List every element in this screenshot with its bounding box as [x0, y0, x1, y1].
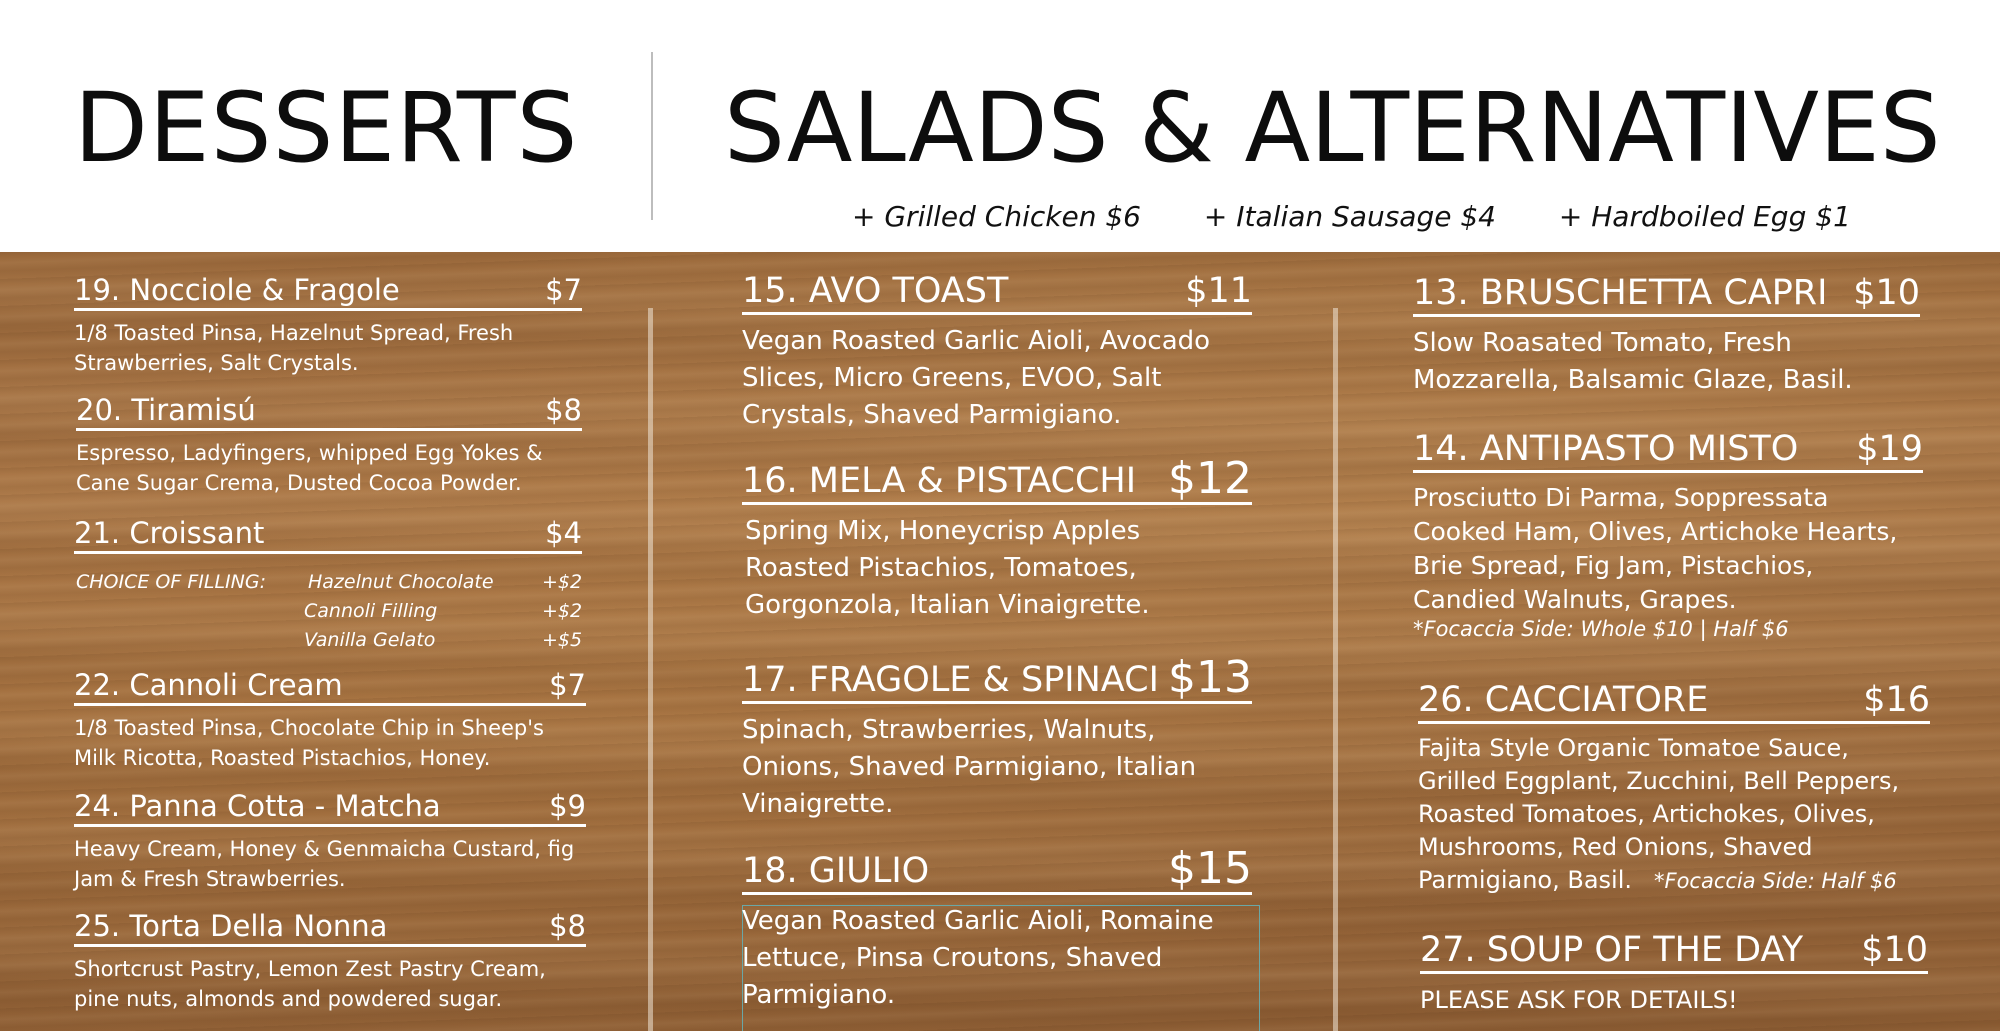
item-price: $19: [1856, 429, 1923, 469]
item-description: Espresso, Ladyfingers, whipped Egg Yokes & Cane Sugar Crema, Dusted Cocoa Powder.: [76, 441, 543, 495]
choice-row: [76, 568, 586, 597]
item-description: Vegan Roasted Garlic Aioli, Avocado Slices, Micro Greens, EVOO, Salt Crystals, Shaved Parmigiano.: [742, 326, 1211, 430]
item-description: Spring Mix, Honeycrisp Apples Roasted Pistachios, Tomatoes, Gorgonzola, Italian Vinaigrette.: [745, 516, 1150, 620]
desserts-title: DESSERTS: [74, 72, 579, 184]
item-description: Prosciutto Di Parma, Soppressata Cooked Ham, Olives, Artichoke Hearts, Brie Spread, Fig Jam, Pistachios, Candied Walnuts, Grapes.: [1413, 483, 1898, 614]
item-name: 16. MELA & PISTACCHI: [742, 461, 1137, 501]
choice-price: +$2: [542, 571, 583, 593]
item-name: 26. CACCIATORE: [1418, 680, 1709, 720]
item-heading: [1418, 679, 1930, 724]
dessert-item: [76, 392, 582, 498]
item-name: 15. AVO TOAST: [742, 271, 1009, 311]
column-divider-left: [648, 308, 653, 1031]
item-description-text: Fajita Style Organic Tomatoe Sauce, Grilled Eggplant, Zucchini, Bell Peppers, Roasted Tomatoes, Artichokes, Olives, Mushrooms, Red Onions, Shaved Parmigiano, Basil.: [1418, 734, 1900, 894]
item-heading: [742, 652, 1252, 704]
dessert-item: [74, 667, 586, 773]
item-heading: [1413, 272, 1920, 317]
dessert-item: [74, 272, 582, 378]
dessert-item: [74, 515, 582, 554]
choice-row: [76, 597, 586, 626]
item-name: 17. FRAGOLE & SPINACI: [742, 660, 1159, 700]
menu-header: [0, 0, 2000, 252]
item-description: Heavy Cream, Honey & Genmaicha Custard, fig Jam & Fresh Strawberries.: [74, 837, 575, 891]
item-description: PLEASE ASK FOR DETAILS!: [1420, 986, 1738, 1014]
item-name: 22. Cannoli Cream: [74, 668, 343, 702]
choice-price: +$2: [542, 600, 583, 622]
salad-item: [742, 843, 1252, 1014]
item-heading: [74, 788, 586, 827]
item-price: $7: [549, 668, 586, 702]
item-heading: [742, 270, 1252, 315]
salad-item: [742, 270, 1252, 434]
column-divider-right: [1333, 308, 1338, 1031]
item-price: $8: [545, 393, 582, 427]
item-price: $13: [1168, 652, 1252, 703]
item-name: 20. Tiramisú: [76, 393, 256, 427]
addons-line: [852, 200, 1851, 233]
item-heading: [74, 515, 582, 554]
focaccia-note: *Focaccia Side: Whole $10 | Half $6: [1413, 617, 1789, 641]
item-heading: [742, 843, 1252, 895]
salad-item: [1418, 679, 1930, 898]
header-divider: [651, 52, 653, 220]
choice-option: Hazelnut Chocolate: [308, 571, 494, 593]
item-description: Shortcrust Pastry, Lemon Zest Pastry Cream, pine nuts, almonds and powdered sugar.: [74, 957, 546, 1011]
choice-option: Vanilla Gelato: [304, 629, 436, 651]
choice-option: Cannoli Filling: [304, 600, 438, 622]
item-price: $16: [1863, 680, 1930, 720]
item-price: $10: [1853, 273, 1920, 313]
salads-title: SALADS & ALTERNATIVES: [724, 72, 1941, 184]
choice-row: [76, 626, 586, 655]
item-price: $12: [1168, 453, 1252, 504]
item-price: $8: [549, 909, 586, 943]
item-name: 13. BRUSCHETTA CAPRI: [1413, 273, 1828, 313]
item-description: 1/8 Toasted Pinsa, Hazelnut Spread, Fresh Strawberries, Salt Crystals.: [74, 321, 514, 375]
item-price: $10: [1861, 930, 1928, 970]
item-description: Spinach, Strawberries, Walnuts, Onions, Shaved Parmigiano, Italian Vinaigrette.: [742, 715, 1197, 819]
item-heading: [74, 667, 586, 706]
item-description: 1/8 Toasted Pinsa, Chocolate Chip in Sheep's Milk Ricotta, Roasted Pistachios, Honey.: [74, 716, 544, 770]
salad-item[interactable]: [742, 652, 1252, 823]
item-price: $7: [545, 273, 582, 307]
item-name: 25. Torta Della Nonna: [74, 909, 388, 943]
item-name: 24. Panna Cotta - Matcha: [74, 789, 441, 823]
dessert-item: [74, 908, 586, 1014]
item-name: 14. ANTIPASTO MISTO: [1413, 429, 1799, 469]
item-price: $11: [1185, 271, 1252, 311]
item-name: 19. Nocciole & Fragole: [74, 273, 400, 307]
salad-item: [1420, 929, 1928, 1019]
addon-sausage: + Italian Sausage $4: [1203, 200, 1496, 233]
dessert-item: [74, 788, 586, 894]
item-name: 21. Croissant: [74, 516, 265, 550]
addon-egg: + Hardboiled Egg $1: [1558, 200, 1851, 233]
addon-chicken: + Grilled Chicken $6: [852, 200, 1141, 233]
salad-item: [742, 453, 1252, 624]
item-heading: [1413, 428, 1923, 473]
focaccia-note: *Focaccia Side: Half $6: [1654, 869, 1897, 893]
item-price: $15: [1168, 843, 1252, 894]
item-description: Vegan Roasted Garlic Aioli, Romaine Lettuce, Pinsa Croutons, Shaved Parmigiano.: [742, 906, 1214, 1010]
item-description: [1418, 732, 1930, 898]
item-heading: [742, 453, 1252, 505]
menu-board: [0, 252, 2000, 1031]
choice-label: CHOICE OF FILLING:: [76, 571, 266, 593]
item-name: 18. GIULIO: [742, 851, 930, 891]
croissant-filling-choices: [76, 568, 586, 655]
salad-item: [1413, 272, 1920, 399]
item-heading: [76, 392, 582, 431]
salad-item: [1413, 428, 1923, 641]
choice-price: +$5: [542, 629, 583, 651]
item-price: $9: [549, 789, 586, 823]
item-name: 27. SOUP OF THE DAY: [1420, 930, 1804, 970]
item-heading: [74, 908, 586, 947]
item-heading: [1420, 929, 1928, 974]
item-heading: [74, 272, 582, 311]
item-description: Slow Roasated Tomato, Fresh Mozzarella, Balsamic Glaze, Basil.: [1413, 328, 1853, 395]
item-price: $4: [545, 516, 582, 550]
